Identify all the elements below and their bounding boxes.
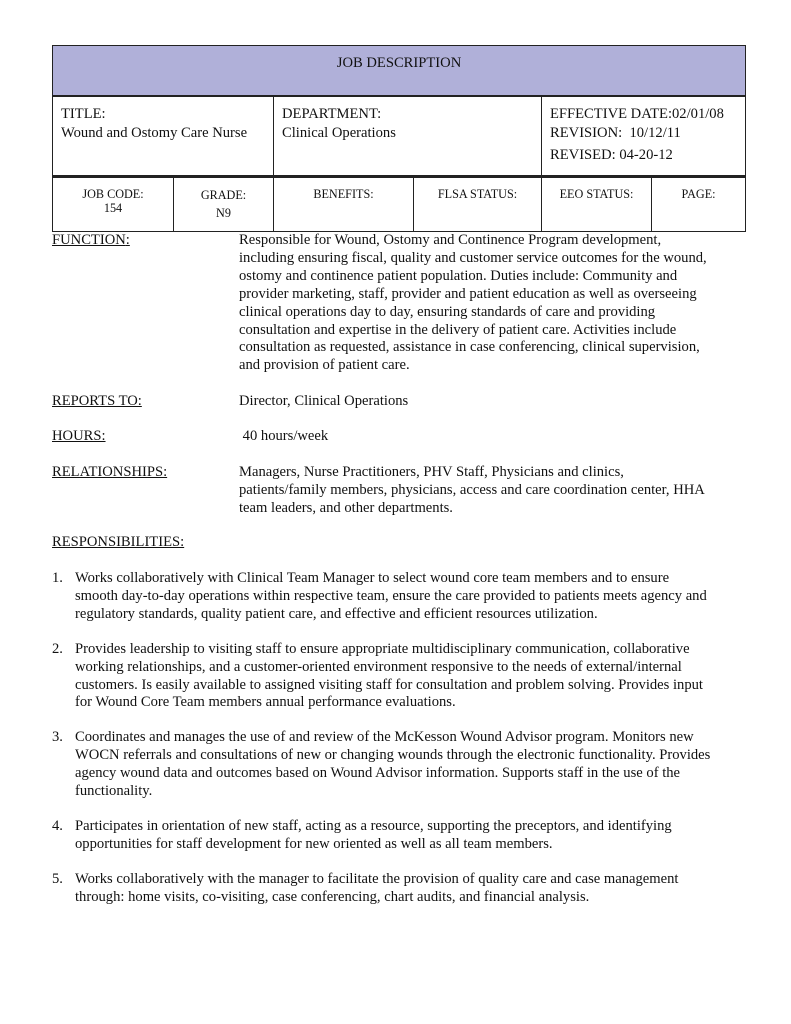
benefits-cell [274,177,414,232]
department-value: Clinical Operations [282,125,396,141]
title-label: TITLE: [61,106,106,122]
job-header-table [52,45,746,232]
grade-label: GRADE: [200,188,247,202]
hours-label: HOURS: [52,428,106,444]
reports-to-text: Director, Clinical Operations [239,393,409,409]
function-label: FUNCTION: [52,232,130,248]
responsibilities-list [52,570,712,924]
hours-text: 40 hours/week [239,428,329,444]
eeo-status-label: EEO STATUS: [559,187,634,201]
responsibility-item [52,641,712,713]
item-number: 2. [52,640,63,657]
item-number: 3. [52,729,63,746]
item-text: Participates in orientation of new staff, acting as a resource, supporting the preceptors, and identifying opportunities for staff development for new oriented as well as all team members. [75,817,672,852]
responsibility-item [52,570,712,624]
title-cell [53,96,274,177]
item-number: 5. [52,870,63,887]
department-cell [274,96,542,177]
item-number: 4. [52,817,63,834]
item-text: Works collaboratively with Clinical Team Manager to select wound core team members and to ensure smooth day-to-day operations within respective team, ensure the care provided to patients meets agency and regulatory standards, quality patient care, and effective and efficient resources utilization. [75,570,707,622]
responsibilities-label: RESPONSIBILITIES: [52,534,185,550]
job-code-value: 154 [103,201,123,215]
item-number: 1. [52,570,63,586]
grade-cell [174,177,274,232]
revision-date: REVISION: 10/12/11 [550,125,681,141]
item-text: Works collaboratively with the manager to facilitate the provision of quality care and case management through: home visits, co-visiting, case conferencing, chart audits, and financial analysis. [75,870,679,905]
item-text: Provides leadership to visiting staff to ensure appropriate multidisciplinary communication, collaborative working relationships, and a customer-oriented environment responsive to the needs of external/internal customers. Is easily available to assigned visiting staff for consultation and problem solving. Provides input for Wound Core Team members annual performance evaluations. [75,640,703,711]
benefits-label: BENEFITS: [313,187,374,201]
grade-value: N9 [216,206,231,220]
page-label: PAGE: [681,187,716,201]
relationships-text: Managers, Nurse Practitioners, PHV Staff, Physicians and clinics, patients/family members, physicians, access and care coordination center, HHA team leaders, and other departments. [239,464,705,516]
flsa-status-cell [414,177,542,232]
eeo-status-cell [542,177,652,232]
relationships-label: RELATIONSHIPS: [52,464,168,480]
reports-to-label: REPORTS TO: [52,393,142,409]
department-label: DEPARTMENT: [282,106,382,122]
item-text: Coordinates and manages the use of and review of the McKesson Wound Advisor program. Monitors new WOCN referrals and consultations of new or changing wounds through the electronic functionality. Provides agency wound data and outcomes based on Wound Advisor information. Supports staff in the use of the functionality. [75,729,711,800]
banner-title: JOB DESCRIPTION [336,55,462,71]
title-value: Wound and Ostomy Care Nurse [61,125,248,141]
responsibility-item [52,818,712,854]
revised-date: REVISED: 04-20-12 [550,147,673,163]
flsa-status-label: FLSA STATUS: [437,187,518,201]
function-text: Responsible for Wound, Ostomy and Continence Program development, including ensuring fiscal, quality and customer service outcomes for the wound, ostomy and continence patient population. Duties include: Community and provider marketing, staff, provider and patient education as well as overseeing clinical operations day to day, ensuring standards of care and providing consultation and expertise in the delivery of patient care. Activities include consultation as requested, assistance in case conferencing, clinical supervision, and provision of patient care. [239,232,707,374]
responsibility-item [52,871,712,907]
job-code-cell [53,177,174,232]
job-description-banner [53,46,746,97]
dates-cell [542,96,746,177]
job-code-label: JOB CODE: [82,187,144,201]
page-cell [652,177,746,232]
responsibility-item [52,729,712,801]
effective-date: EFFECTIVE DATE:02/01/08 [550,106,724,122]
